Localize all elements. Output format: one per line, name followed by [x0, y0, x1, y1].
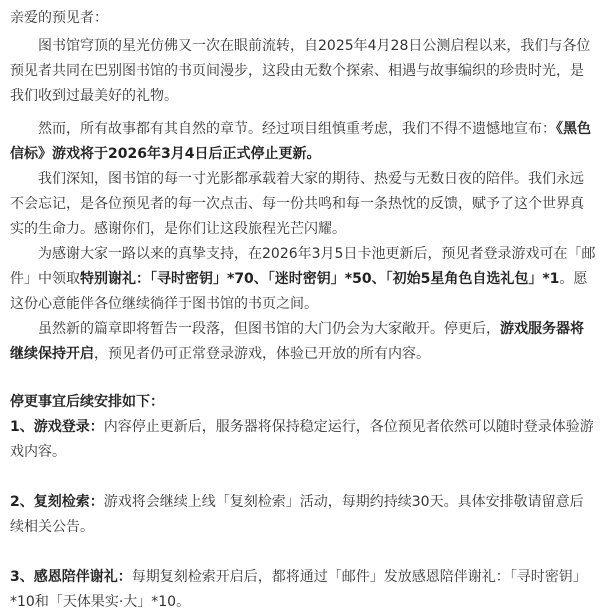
paragraph-intro: 图书馆穹顶的星光仿佛又一次在眼前流转，自2025年4月28日公测启程以来，我们与各位预见者共同在巴别图书馆的书页间漫步，这段由无数个探索、相遇与故事编织的珍贵时光，是我们收到过最美好的礼物。 — [10, 38, 591, 104]
greeting: 亲爱的预见者： — [10, 10, 108, 26]
arrangement-item-reward — [10, 565, 597, 615]
arrangement-item-text: 每期复刻检索开启后，都将通过「邮件」发放感恩陪伴谢礼：「寻时密钥」*10和「天体果实·大」*10。 — [10, 569, 587, 610]
announcement-lead: 然而，所有故事都有其自然的章节。经过项目组慎重考虑，我们不得不遗憾地宣布： — [38, 121, 556, 137]
paragraph-gap — [10, 109, 597, 117]
arrangement-item-text: 游戏将会继续上线「复刻检索」活动，每期约持续30天。具体安排敬请留意后续相关公告。 — [10, 494, 584, 535]
gift-tail: 。愿这份心意能伴各位继续徜徉于图书馆的书页之间。 — [10, 271, 588, 312]
gift-emphasis: 特别谢礼：「寻时密钥」*70、「迷时密钥」*50、「初始5星角色自选礼包」*1 — [80, 271, 560, 287]
arrangement-item-rerun — [10, 490, 597, 540]
item-gap — [10, 465, 597, 490]
paragraph-gift — [10, 242, 597, 317]
gift-lead: 为感谢大家一路以来的真挚支持，在2026年3月5日卡池更新后，预见者登录游戏可在「邮件」中领取 — [10, 246, 596, 287]
paragraph-announcement — [10, 117, 597, 167]
arrangement-item-lead: 2、复刻检索： — [10, 494, 104, 510]
section-gap — [10, 367, 597, 390]
arrangement-item-text: 内容停止更新后，服务器将保持稳定运行，各位预见者依然可以随时登录体验游戏内容。 — [10, 419, 594, 460]
paragraph-gratitude: 我们深知，图书馆的每一寸光影都承载着大家的期待、热爱与无数日夜的陪伴。我们永远不会忘记，是各位预见者的每一次点击、每一份共鸣和每一条热忱的反馈，赋予了这个世界真实的生命力。感谢你们，是你们让这段旅程光芒闪耀。 — [10, 171, 584, 237]
server-lead: 虽然新的篇章即将暂告一段落，但图书馆的大门仍会为大家敞开。停更后， — [38, 321, 500, 337]
server-emphasis: 游戏服务器将继续保持开启 — [10, 321, 584, 362]
item-gap — [10, 540, 597, 565]
server-tail: ，预见者仍可正常登录游戏，体验已开放的所有内容。 — [94, 346, 430, 362]
paragraph-server — [10, 317, 597, 367]
arrangement-item-lead: 1、游戏登录： — [10, 419, 104, 435]
arrangement-item-login — [10, 415, 597, 465]
arrangements-heading: 停更事宜后续安排如下： — [10, 394, 164, 410]
announcement-emphasis: 《黑色信标》游戏将于2026年3月4日后正式停止更新。 — [10, 121, 591, 162]
arrangement-item-lead: 3、感恩陪伴谢礼： — [10, 569, 132, 585]
